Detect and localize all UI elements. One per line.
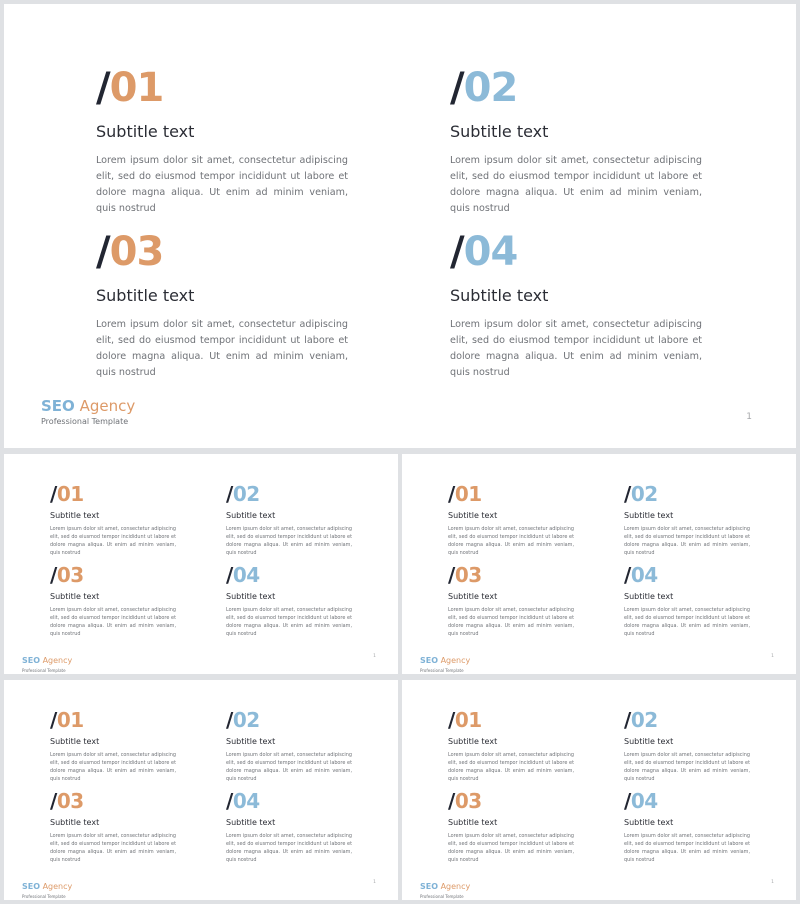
item-subtitle: Subtitle text xyxy=(96,286,195,305)
brand-logo xyxy=(22,648,72,673)
item-04 xyxy=(624,565,750,638)
slash-mark: / xyxy=(226,708,233,732)
item-number xyxy=(226,710,352,730)
brand-logo xyxy=(22,874,72,899)
number-value: 01 xyxy=(454,482,482,506)
slash-mark: / xyxy=(448,482,455,506)
item-04 xyxy=(226,565,352,638)
number-value: 04 xyxy=(232,563,260,587)
slash-mark: / xyxy=(96,229,110,275)
item-number xyxy=(226,565,352,585)
brand-name xyxy=(22,882,72,891)
brand-agency: Agency xyxy=(42,882,73,891)
number-value: 02 xyxy=(232,708,260,732)
item-body: Lorem ipsum dolor sit amet, consectetur adipiscing elit, sed do eiusmod tempor incididunt ut labore et dolore magna aliqua. Ut enim ad minim veniam, quis nostrud xyxy=(50,525,176,556)
item-body: Lorem ipsum dolor sit amet, consectetur adipiscing elit, sed do eiusmod tempor incididunt ut labore et dolore magna aliqua. Ut enim ad minim veniam, quis nostrud xyxy=(96,319,348,379)
item-body: Lorem ipsum dolor sit amet, consectetur adipiscing elit, sed do eiusmod tempor incididunt ut labore et dolore magna aliqua. Ut enim ad minim veniam, quis nostrud xyxy=(450,319,702,379)
brand-name xyxy=(420,882,470,891)
item-subtitle: Subtitle text xyxy=(450,122,549,141)
page-number: 1 xyxy=(373,654,376,659)
item-02 xyxy=(624,484,750,557)
item-body: Lorem ipsum dolor sit amet, consectetur adipiscing elit, sed do eiusmod tempor incididunt ut labore et dolore magna aliqua. Ut enim ad minim veniam, quis nostrud xyxy=(624,606,750,637)
brand-tagline: Professional Template xyxy=(22,668,66,673)
slash-mark: / xyxy=(624,563,631,587)
item-01 xyxy=(448,484,574,557)
brand-agency: Agency xyxy=(440,882,471,891)
brand-tagline: Professional Template xyxy=(420,894,464,899)
item-subtitle: Subtitle text xyxy=(50,737,100,746)
item-subtitle: Subtitle text xyxy=(226,737,276,746)
item-subtitle: Subtitle text xyxy=(624,592,674,601)
slash-mark: / xyxy=(226,789,233,813)
item-number xyxy=(96,65,348,111)
item-02 xyxy=(450,65,702,217)
number-value: 03 xyxy=(454,563,482,587)
slash-mark: / xyxy=(448,789,455,813)
brand-agency: Agency xyxy=(42,656,73,665)
item-01 xyxy=(50,484,176,557)
slide-thumbnail xyxy=(402,454,796,674)
item-number xyxy=(448,710,574,730)
item-number xyxy=(448,565,574,585)
number-value: 01 xyxy=(56,708,84,732)
slash-mark: / xyxy=(450,65,464,111)
number-value: 04 xyxy=(232,789,260,813)
item-body: Lorem ipsum dolor sit amet, consectetur adipiscing elit, sed do eiusmod tempor incididunt ut labore et dolore magna aliqua. Ut enim ad minim veniam, quis nostrud xyxy=(50,832,176,863)
number-value: 03 xyxy=(56,789,84,813)
item-subtitle: Subtitle text xyxy=(96,122,195,141)
item-number xyxy=(624,565,750,585)
number-value: 01 xyxy=(454,708,482,732)
item-subtitle: Subtitle text xyxy=(448,818,498,827)
brand-logo xyxy=(420,648,470,673)
number-value: 03 xyxy=(454,789,482,813)
slide-main xyxy=(4,4,796,448)
number-value: 04 xyxy=(630,563,658,587)
slash-mark: / xyxy=(50,789,57,813)
brand-seo: SEO xyxy=(41,397,75,415)
slash-mark: / xyxy=(624,482,631,506)
brand-agency: Agency xyxy=(440,656,471,665)
item-number xyxy=(624,710,750,730)
brand-seo: SEO xyxy=(22,656,41,665)
slash-mark: / xyxy=(448,563,455,587)
page-number: 1 xyxy=(771,654,774,659)
item-body: Lorem ipsum dolor sit amet, consectetur adipiscing elit, sed do eiusmod tempor incididunt ut labore et dolore magna aliqua. Ut enim ad minim veniam, quis nostrud xyxy=(624,832,750,863)
item-body: Lorem ipsum dolor sit amet, consectetur adipiscing elit, sed do eiusmod tempor incididunt ut labore et dolore magna aliqua. Ut enim ad minim veniam, quis nostrud xyxy=(448,525,574,556)
item-subtitle: Subtitle text xyxy=(450,286,549,305)
item-04 xyxy=(450,229,702,381)
item-number xyxy=(50,484,176,504)
brand-tagline: Professional Template xyxy=(22,894,66,899)
slash-mark: / xyxy=(226,482,233,506)
item-04 xyxy=(624,791,750,864)
brand-name xyxy=(41,397,135,415)
brand-tagline: Professional Template xyxy=(41,417,129,426)
item-04 xyxy=(226,791,352,864)
brand-name xyxy=(22,656,72,665)
item-number xyxy=(50,565,176,585)
item-body: Lorem ipsum dolor sit amet, consectetur adipiscing elit, sed do eiusmod tempor incididunt ut labore et dolore magna aliqua. Ut enim ad minim veniam, quis nostrud xyxy=(96,155,348,215)
item-02 xyxy=(226,484,352,557)
item-subtitle: Subtitle text xyxy=(448,737,498,746)
item-subtitle: Subtitle text xyxy=(226,511,276,520)
number-value: 04 xyxy=(630,789,658,813)
brand-seo: SEO xyxy=(420,656,439,665)
page-number: 1 xyxy=(771,880,774,885)
slash-mark: / xyxy=(450,229,464,275)
item-number xyxy=(450,65,702,111)
number-value: 02 xyxy=(630,482,658,506)
slash-mark: / xyxy=(50,482,57,506)
item-subtitle: Subtitle text xyxy=(624,511,674,520)
item-subtitle: Subtitle text xyxy=(226,818,276,827)
slash-mark: / xyxy=(624,708,631,732)
item-subtitle: Subtitle text xyxy=(448,511,498,520)
brand-seo: SEO xyxy=(420,882,439,891)
item-body: Lorem ipsum dolor sit amet, consectetur adipiscing elit, sed do eiusmod tempor incididunt ut labore et dolore magna aliqua. Ut enim ad minim veniam, quis nostrud xyxy=(448,832,574,863)
item-03 xyxy=(448,791,574,864)
number-value: 02 xyxy=(630,708,658,732)
slash-mark: / xyxy=(96,65,110,111)
item-body: Lorem ipsum dolor sit amet, consectetur adipiscing elit, sed do eiusmod tempor incididunt ut labore et dolore magna aliqua. Ut enim ad minim veniam, quis nostrud xyxy=(448,606,574,637)
item-body: Lorem ipsum dolor sit amet, consectetur adipiscing elit, sed do eiusmod tempor incididunt ut labore et dolore magna aliqua. Ut enim ad minim veniam, quis nostrud xyxy=(50,606,176,637)
slide-thumbnail xyxy=(4,454,398,674)
item-02 xyxy=(624,710,750,783)
slash-mark: / xyxy=(448,708,455,732)
item-number xyxy=(96,229,348,275)
slide-thumbnail xyxy=(402,680,796,900)
page-number: 1 xyxy=(746,412,752,422)
item-body: Lorem ipsum dolor sit amet, consectetur adipiscing elit, sed do eiusmod tempor incididunt ut labore et dolore magna aliqua. Ut enim ad minim veniam, quis nostrud xyxy=(226,751,352,782)
item-03 xyxy=(448,565,574,638)
item-subtitle: Subtitle text xyxy=(50,592,100,601)
item-body: Lorem ipsum dolor sit amet, consectetur adipiscing elit, sed do eiusmod tempor incididunt ut labore et dolore magna aliqua. Ut enim ad minim veniam, quis nostrud xyxy=(50,751,176,782)
item-body: Lorem ipsum dolor sit amet, consectetur adipiscing elit, sed do eiusmod tempor incididunt ut labore et dolore magna aliqua. Ut enim ad minim veniam, quis nostrud xyxy=(226,525,352,556)
item-03 xyxy=(96,229,348,381)
item-number xyxy=(50,791,176,811)
item-01 xyxy=(96,65,348,217)
item-subtitle: Subtitle text xyxy=(624,737,674,746)
item-number xyxy=(50,710,176,730)
item-body: Lorem ipsum dolor sit amet, consectetur adipiscing elit, sed do eiusmod tempor incididunt ut labore et dolore magna aliqua. Ut enim ad minim veniam, quis nostrud xyxy=(624,525,750,556)
number-value: 04 xyxy=(463,229,518,275)
item-number xyxy=(448,484,574,504)
slash-mark: / xyxy=(226,563,233,587)
item-number xyxy=(226,791,352,811)
slide-thumbnail xyxy=(4,680,398,900)
item-01 xyxy=(50,710,176,783)
number-value: 03 xyxy=(56,563,84,587)
item-body: Lorem ipsum dolor sit amet, consectetur adipiscing elit, sed do eiusmod tempor incididunt ut labore et dolore magna aliqua. Ut enim ad minim veniam, quis nostrud xyxy=(450,155,702,215)
item-number xyxy=(448,791,574,811)
item-number xyxy=(226,484,352,504)
item-subtitle: Subtitle text xyxy=(448,592,498,601)
item-body: Lorem ipsum dolor sit amet, consectetur adipiscing elit, sed do eiusmod tempor incididunt ut labore et dolore magna aliqua. Ut enim ad minim veniam, quis nostrud xyxy=(624,751,750,782)
page-number: 1 xyxy=(373,880,376,885)
item-subtitle: Subtitle text xyxy=(50,511,100,520)
item-subtitle: Subtitle text xyxy=(226,592,276,601)
brand-seo: SEO xyxy=(22,882,41,891)
item-body: Lorem ipsum dolor sit amet, consectetur adipiscing elit, sed do eiusmod tempor incididunt ut labore et dolore magna aliqua. Ut enim ad minim veniam, quis nostrud xyxy=(226,606,352,637)
number-value: 01 xyxy=(109,65,164,111)
brand-logo xyxy=(420,874,470,899)
slash-mark: / xyxy=(50,708,57,732)
brand-logo xyxy=(41,396,135,426)
number-value: 01 xyxy=(56,482,84,506)
item-01 xyxy=(448,710,574,783)
item-03 xyxy=(50,565,176,638)
item-body: Lorem ipsum dolor sit amet, consectetur adipiscing elit, sed do eiusmod tempor incididunt ut labore et dolore magna aliqua. Ut enim ad minim veniam, quis nostrud xyxy=(448,751,574,782)
brand-name xyxy=(420,656,470,665)
brand-tagline: Professional Template xyxy=(420,668,464,673)
brand-agency: Agency xyxy=(79,397,136,415)
slash-mark: / xyxy=(50,563,57,587)
item-body: Lorem ipsum dolor sit amet, consectetur adipiscing elit, sed do eiusmod tempor incididunt ut labore et dolore magna aliqua. Ut enim ad minim veniam, quis nostrud xyxy=(226,832,352,863)
item-number xyxy=(450,229,702,275)
item-subtitle: Subtitle text xyxy=(624,818,674,827)
item-number xyxy=(624,791,750,811)
number-value: 02 xyxy=(463,65,518,111)
item-number xyxy=(624,484,750,504)
number-value: 03 xyxy=(109,229,164,275)
slash-mark: / xyxy=(624,789,631,813)
item-03 xyxy=(50,791,176,864)
item-subtitle: Subtitle text xyxy=(50,818,100,827)
number-value: 02 xyxy=(232,482,260,506)
item-02 xyxy=(226,710,352,783)
